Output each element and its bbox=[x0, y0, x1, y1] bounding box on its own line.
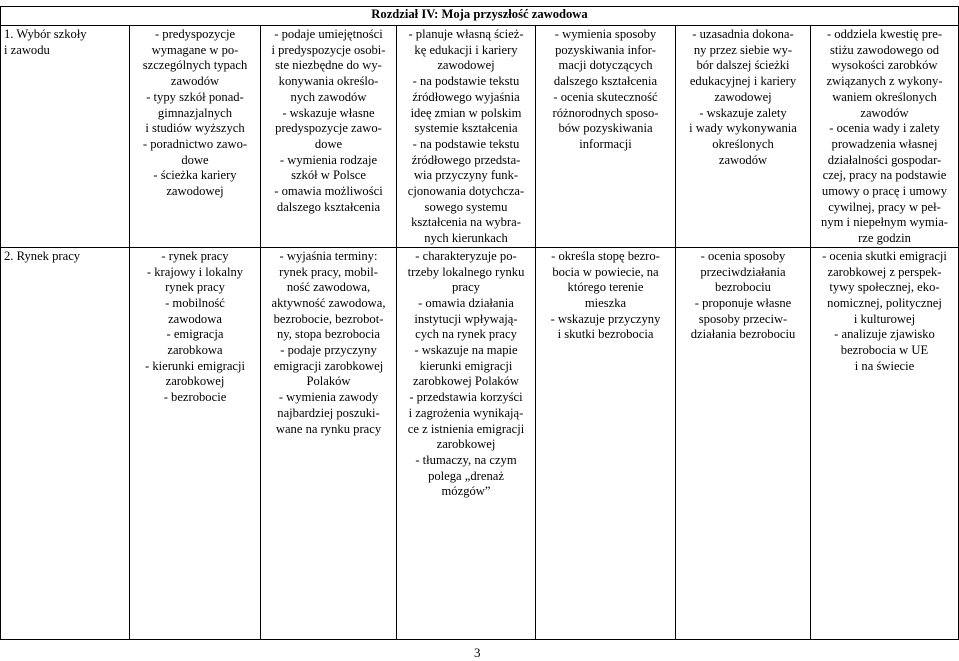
cell-line: - tłumaczy, na czym bbox=[415, 452, 517, 467]
cell-line: bór dalszej ścieżki bbox=[696, 58, 790, 73]
page-number: 3 bbox=[474, 645, 481, 660]
cell-line: ideę zmian w polskim bbox=[410, 105, 522, 120]
cell-line: bezrobocie, bezrobot- bbox=[273, 311, 384, 326]
cell-line: - typy szkół ponad- bbox=[146, 89, 244, 104]
cell-line: prowadzenia własnej bbox=[831, 136, 938, 151]
cell-line: czej, pracy na podstawie bbox=[822, 168, 947, 183]
cell-line: zawodowa bbox=[168, 311, 222, 326]
advanced-requirements-cell bbox=[676, 26, 811, 248]
cell-line: - oddziela kwestię pre- bbox=[826, 27, 943, 41]
cell-line: nych kierunkach bbox=[424, 231, 508, 246]
cell-line: zawodów bbox=[718, 152, 768, 167]
cell-line: ny, stopa bezrobocia bbox=[276, 327, 381, 342]
cell-line: gimnazjalnych bbox=[157, 105, 233, 120]
cell-line: zarobkowej z perspek- bbox=[827, 264, 942, 279]
cell-line: - określa stopę bezro- bbox=[551, 248, 660, 263]
cell-line: instytucji wpływają- bbox=[414, 311, 518, 326]
cell-line: zawodów bbox=[860, 105, 909, 120]
cell-line: dalszego kształcenia bbox=[553, 74, 658, 89]
cell-line: związanych z wykony- bbox=[826, 74, 943, 89]
cell-line: i zawodu bbox=[4, 42, 50, 57]
chapter-title: Rozdział IV: Moja przyszłość zawodowa bbox=[1, 7, 959, 26]
cell-line: cjonowania dotychcza- bbox=[407, 184, 525, 199]
cell-line: - krajowy i lokalny bbox=[146, 264, 244, 279]
cell-line: kierunki emigracji bbox=[419, 358, 513, 373]
cell-line: - emigracja bbox=[166, 327, 224, 342]
table-row bbox=[1, 247, 959, 639]
cell-line: najbardziej poszuki- bbox=[277, 405, 380, 420]
cell-line: zawodowej bbox=[714, 89, 772, 104]
cell-line: - analizuje zjawisko bbox=[834, 327, 935, 342]
cell-line: kę edukacji i kariery bbox=[414, 42, 518, 57]
cell-line: waniem określonych bbox=[832, 89, 937, 104]
excellent-requirements-cell bbox=[811, 247, 959, 639]
cell-line: zawodowej bbox=[437, 58, 495, 73]
advanced-requirements-cell bbox=[676, 247, 811, 639]
extended-requirements-cell bbox=[397, 26, 536, 248]
cell-line: - planuje własną ścież- bbox=[408, 27, 524, 41]
cell-line: - podaje umiejętności bbox=[274, 27, 383, 41]
cell-line: ce z istnienia emigracji bbox=[407, 421, 525, 436]
cell-line: tywy społecznej, eko- bbox=[829, 280, 940, 295]
cell-line: - podaje przyczyny bbox=[280, 343, 377, 358]
cell-line: predyspozycje zawo- bbox=[275, 121, 382, 136]
cell-line: - omawia działania bbox=[418, 295, 514, 310]
cell-line: pozyskiwania infor- bbox=[555, 42, 656, 57]
cell-line: określonych bbox=[712, 136, 774, 151]
cell-line: emigracji zarobkowej bbox=[273, 358, 384, 373]
cell-line: którego terenie bbox=[567, 280, 644, 295]
cell-line: i studiów wyższych bbox=[145, 121, 245, 136]
cell-line: ność zawodowa, bbox=[286, 280, 371, 295]
cell-line: zarobkowej bbox=[165, 374, 225, 389]
topic-cell bbox=[1, 247, 130, 639]
cell-line: zawodowej bbox=[166, 184, 224, 199]
cell-line: zarobkowa bbox=[167, 343, 223, 358]
cell-line: kształcenia na wybra- bbox=[411, 215, 521, 230]
cell-line: cywilnej, pracy w peł- bbox=[828, 199, 941, 214]
cell-line: mieszka bbox=[584, 295, 627, 310]
cell-line: - kierunki emigracji bbox=[144, 358, 245, 373]
chapter-header-row bbox=[1, 7, 959, 26]
cell-line: bów pozyskiwania bbox=[558, 121, 653, 136]
cell-line: źródłowego przedsta- bbox=[411, 152, 521, 167]
cell-line: i kulturowej bbox=[853, 311, 916, 326]
cell-line: stiżu zawodowego od bbox=[829, 42, 940, 57]
cell-line: - na podstawie tekstu bbox=[412, 74, 520, 89]
cell-line: i na świecie bbox=[854, 358, 915, 373]
cell-line: wia przyczyny funk- bbox=[413, 168, 519, 183]
cell-line: - bezrobocie bbox=[163, 390, 227, 405]
cell-line: dowe bbox=[314, 136, 343, 151]
basic-requirements-cell bbox=[261, 26, 397, 248]
cell-line: - wskazuje przyczyny bbox=[550, 311, 661, 326]
cell-line: dowe bbox=[181, 152, 209, 167]
content-cell bbox=[130, 247, 261, 639]
cell-line: Polaków bbox=[306, 374, 351, 389]
cell-line: i predyspozycje osobi- bbox=[271, 42, 386, 57]
cell-line: - mobilność bbox=[165, 295, 225, 310]
cell-line: sposoby przeciw- bbox=[698, 311, 788, 326]
cell-line: - ocenia sposoby bbox=[700, 248, 786, 263]
cell-line: informacji bbox=[579, 136, 632, 151]
cell-line: - wymienia zawody bbox=[278, 390, 379, 405]
content-cell bbox=[130, 26, 261, 248]
excellent-requirements-cell bbox=[811, 26, 959, 248]
cell-line: źródłowego wyjaśnia bbox=[412, 89, 520, 104]
cell-line: przeciwdziałania bbox=[700, 264, 786, 279]
table-row bbox=[1, 26, 959, 248]
cell-line: - wskazuje na mapie bbox=[414, 343, 518, 358]
complementary-requirements-cell bbox=[536, 247, 676, 639]
cell-line: edukacyjnej i kariery bbox=[689, 74, 797, 89]
cell-line: i zagrożenia wynikają- bbox=[408, 405, 524, 420]
curriculum-table bbox=[0, 6, 959, 640]
cell-line: nomicznej, politycznej bbox=[827, 295, 942, 310]
cell-line: mózgów” bbox=[441, 484, 491, 499]
cell-line: cych na rynek pracy bbox=[415, 327, 517, 342]
cell-line: i wady wykonywania bbox=[689, 121, 797, 136]
cell-line: rynek pracy, mobil- bbox=[279, 264, 378, 279]
cell-line: wane na rynku pracy bbox=[275, 421, 382, 436]
topic-cell bbox=[1, 26, 130, 248]
cell-line: - przedstawia korzyści bbox=[409, 390, 523, 405]
cell-line: - wskazuje zalety bbox=[699, 105, 787, 120]
cell-line: bocia w powiecie, na bbox=[552, 264, 659, 279]
cell-line: ste niezbędne do wy- bbox=[275, 58, 382, 73]
cell-line: polega „drenaż bbox=[428, 468, 504, 483]
extended-requirements-cell bbox=[397, 247, 536, 639]
cell-line: macji dotyczących bbox=[558, 58, 653, 73]
cell-line: rynek pracy bbox=[165, 280, 225, 295]
cell-line: aktywność zawodowa, bbox=[271, 295, 386, 310]
cell-line: zarobkowej bbox=[436, 437, 496, 452]
cell-line: wysokości zarobków bbox=[831, 58, 938, 73]
cell-line: pracy bbox=[452, 280, 480, 295]
cell-line: - uzasadnia dokona- bbox=[692, 27, 794, 41]
cell-line: - proponuje własne bbox=[694, 295, 792, 310]
cell-line: szczególnych typach bbox=[142, 58, 248, 73]
cell-line: i skutki bezrobocia bbox=[557, 327, 654, 342]
cell-line: - wyjaśnia terminy: bbox=[279, 248, 378, 263]
cell-line: - na podstawie tekstu bbox=[412, 136, 520, 151]
cell-line: nych zawodów bbox=[290, 89, 367, 104]
cell-line: bezrobociu bbox=[715, 280, 771, 295]
cell-line: nym i niepełnym wymia- bbox=[821, 215, 948, 230]
cell-line: - ocenia wady i zalety bbox=[829, 121, 940, 136]
cell-line: sowego systemu bbox=[424, 199, 508, 214]
cell-line: - predyspozycje bbox=[154, 27, 236, 41]
cell-line: konywania określo- bbox=[278, 74, 379, 89]
cell-line: - rynek pracy bbox=[161, 248, 229, 263]
cell-line: - wymienia sposoby bbox=[554, 27, 657, 41]
cell-line: - poradnictwo zawo- bbox=[142, 136, 248, 151]
cell-line: - wskazuje własne bbox=[282, 105, 375, 120]
cell-line: bezrobocia w UE bbox=[840, 343, 929, 358]
complementary-requirements-cell bbox=[536, 26, 676, 248]
cell-line: trzeby lokalnego rynku bbox=[407, 264, 525, 279]
cell-line: ny przez siebie wy- bbox=[693, 42, 793, 57]
cell-line: systemie kształcenia bbox=[414, 121, 518, 136]
cell-line: dalszego kształcenia bbox=[276, 199, 381, 214]
cell-line: zawodów bbox=[170, 74, 220, 89]
cell-line: 2. Rynek pracy bbox=[4, 248, 81, 263]
cell-line: rze godzin bbox=[858, 231, 911, 246]
cell-line: - omawia możliwości bbox=[274, 184, 383, 199]
cell-line: działalności gospodar- bbox=[827, 152, 942, 167]
cell-line: - charakteryzuje po- bbox=[415, 248, 517, 263]
cell-line: - ścieżka kariery bbox=[153, 168, 237, 183]
cell-line: działania bezrobociu bbox=[690, 327, 796, 342]
cell-line: - ocenia skuteczność bbox=[553, 89, 658, 104]
cell-line: różnorodnych sposo- bbox=[552, 105, 659, 120]
cell-line: zarobkowej Polaków bbox=[413, 374, 519, 389]
cell-line: umowy o pracę i umowy bbox=[821, 184, 948, 199]
cell-line: szkół w Polsce bbox=[291, 168, 366, 183]
cell-line: 1. Wybór szkoły bbox=[4, 27, 87, 41]
cell-line: - wymienia rodzaje bbox=[279, 152, 378, 167]
basic-requirements-cell bbox=[261, 247, 397, 639]
cell-line: wymagane w po- bbox=[151, 42, 239, 57]
cell-line: - ocenia skutki emigracji bbox=[822, 248, 947, 263]
